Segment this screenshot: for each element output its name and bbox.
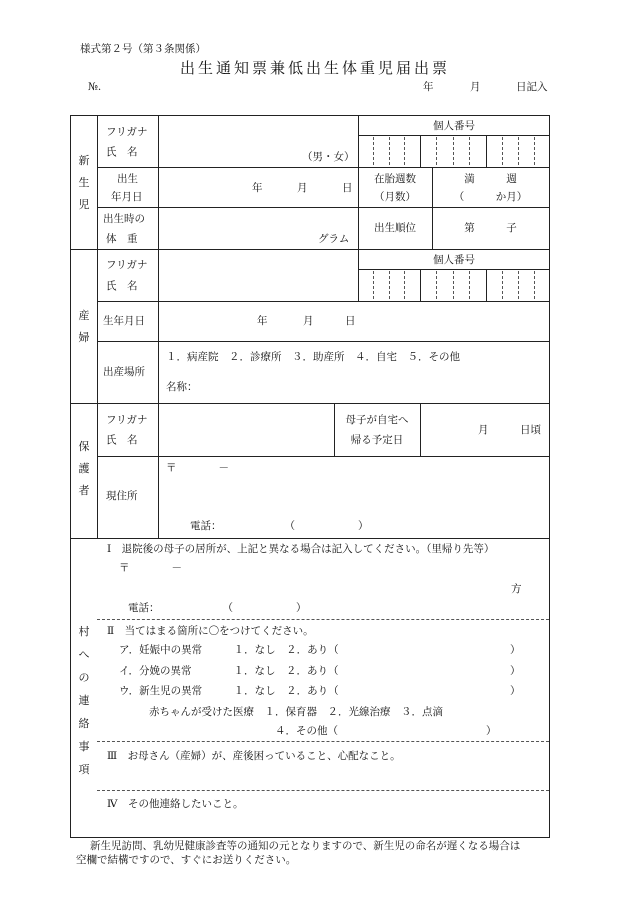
- guardian-name-label: 氏 名: [106, 434, 138, 446]
- record-month: 月: [470, 81, 481, 93]
- contact-section-2: Ⅱ 当てはまる箇所に〇をつけてください。: [107, 625, 314, 637]
- contact-postal: 〒 －: [119, 562, 182, 574]
- newborn-gender: （男・女）: [302, 151, 355, 163]
- record-year: 年: [423, 81, 434, 93]
- form-number: 様式第２号（第３条関係）: [80, 43, 206, 55]
- section-label-guardian: 保護者: [78, 440, 90, 497]
- return-month: 月: [478, 424, 489, 436]
- section-label-newborn: 新生児: [78, 154, 90, 211]
- mother-dob-label: 生年月日: [103, 315, 145, 327]
- birth-place-label: 出産場所: [103, 366, 145, 378]
- newborn-name-label: 氏 名: [106, 146, 138, 158]
- mother-dob-month: 月: [303, 315, 314, 327]
- mother-kojin-bango-label: 個人番号: [433, 254, 475, 266]
- newborn-kojin-bango-label: 個人番号: [433, 120, 475, 132]
- birth-weight-label-2: 体 重: [106, 233, 138, 245]
- guardian-phone: 電話： （ ）: [190, 520, 369, 532]
- mother-dob-year: 年: [257, 315, 268, 327]
- delivery-abnormality: イ．分娩の異常 １．なし ２．あり（: [119, 665, 339, 677]
- footer-note-line-2: 空欄で結構ですので、すぐにお送りください。: [76, 854, 297, 866]
- contact-kata: 方: [511, 583, 522, 595]
- newborn-birth-year: 年: [252, 182, 263, 194]
- newborn-birth-label-2: 年月日: [111, 191, 143, 203]
- record-day: 日記入: [516, 81, 548, 93]
- newborn-abnormality: ウ．新生児の異常 １．なし ２．あり（: [119, 685, 339, 697]
- birth-place-options: １．病産院 ２．診療所 ３．助産所 ４．自宅 ５．その他: [166, 351, 460, 363]
- birth-weight-unit: グラム: [318, 233, 350, 245]
- close-paren: ）: [510, 665, 521, 677]
- section-label-contact: 村への連絡事項: [78, 625, 90, 776]
- mother-name-label: 氏 名: [106, 280, 138, 292]
- return-date-label-1: 母子が自宅へ: [345, 414, 409, 426]
- birth-order-label: 出生順位: [374, 222, 416, 234]
- newborn-furigana-label: フリガナ: [106, 126, 148, 138]
- birth-place-name: 名称：: [166, 381, 198, 393]
- footer-note-line-1: 新生児訪問、乳幼児健康診査等の通知の元となりますので、新生児の命名が遅くなる場合は: [90, 840, 521, 852]
- return-day: 日頃: [520, 424, 541, 436]
- return-date-label-2: 帰る予定日: [350, 434, 404, 446]
- pregnancy-abnormality: ア．妊娠中の異常 １．なし ２．あり（: [119, 644, 339, 656]
- medical-care: 赤ちゃんが受けた医療 １．保育器 ２．光線治療 ３．点滴: [149, 706, 443, 718]
- close-paren: ）: [510, 644, 521, 656]
- address-label: 現住所: [106, 490, 138, 502]
- gestation-months-label: （月数）: [374, 191, 416, 203]
- close-paren: ）: [510, 685, 521, 697]
- contact-section-1: Ⅰ 退院後の母子の居所が、上記と異なる場合は記入してください。（里帰り先等）: [107, 543, 495, 555]
- page-title: 出生通知票兼低出生体重児届出票: [179, 59, 450, 77]
- newborn-birth-day: 日: [342, 182, 353, 194]
- guardian-furigana-label: フリガナ: [106, 414, 148, 426]
- gestation-months-value: （ か月）: [453, 191, 528, 203]
- birth-weight-label-1: 出生時の: [103, 213, 145, 225]
- contact-section-3: Ⅲ お母さん（産婦）が、産後困っていること、心配なこと。: [107, 750, 401, 762]
- medical-care-other: ４．その他（: [275, 725, 338, 737]
- close-paren: ）: [486, 725, 497, 737]
- newborn-birth-label-1: 出生: [117, 173, 138, 185]
- mother-furigana-label: フリガナ: [106, 259, 148, 271]
- birth-order-value: 第 子: [464, 222, 517, 234]
- gestation-weeks-label: 在胎週数: [374, 173, 416, 185]
- contact-phone: 電話： （ ）: [128, 602, 307, 614]
- section-label-mother: 産婦: [78, 309, 90, 344]
- gestation-weeks-value: 満 週: [464, 173, 517, 185]
- newborn-birth-month: 月: [297, 182, 308, 194]
- contact-section-4: Ⅳ その他連絡したいこと。: [107, 798, 244, 810]
- mother-dob-day: 日: [345, 315, 356, 327]
- number-label: №.: [88, 81, 102, 93]
- guardian-postal: 〒 －: [166, 462, 229, 474]
